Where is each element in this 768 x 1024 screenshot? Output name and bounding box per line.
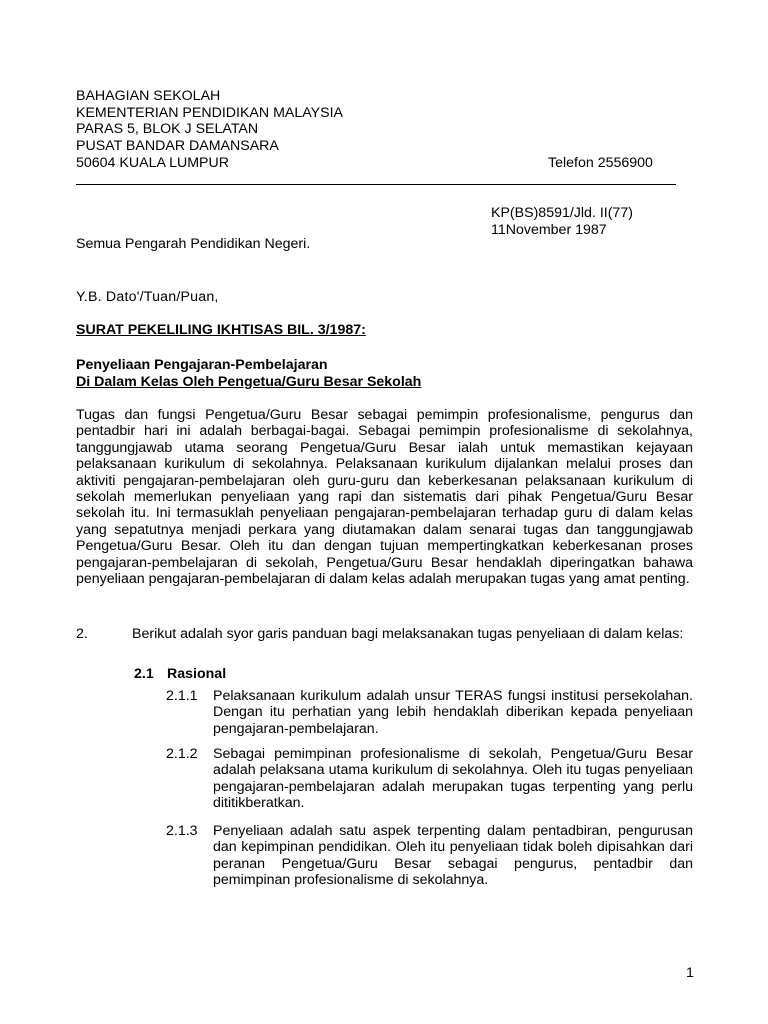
recipient: Semua Pengarah Pendidikan Negeri. [76,236,311,252]
salutation: Y.B. Dato'/Tuan/Puan, [76,289,219,305]
address-line: KEMENTERIAN PENDIDIKAN MALAYSIA [76,104,343,121]
list-item [166,688,693,737]
item-number: 2.1.2 [166,746,198,762]
list-item [166,823,693,889]
section-title: Rasional [167,666,227,682]
paragraph-text: Berikut adalah syor garis panduan bagi melaksanakan tugas penyeliaan di dalam kelas: [132,626,684,642]
item-text: Sebagai pemimpinan profesionalisme di sekolah, Pengetua/Guru Besar adalah pelaksana utama kurikulum di sekolahnya. Oleh itu tugas penyeliaan pengajaran-pembelajaran adalah merupakan tugas terpenting yang perlu dititikberatkan. [213,746,693,812]
subject-line-1: Penyeliaan Pengajaran-Pembelajaran [76,357,328,373]
paragraph-number: 2. [76,626,88,642]
reference-number: KP(BS)8591/Jld. II(77) [491,205,633,221]
subject-heading [76,357,421,390]
circular-title: SURAT PEKELILING IKHTISAS BIL. 3/1987: [76,322,366,338]
letter-date: 11November 1987 [491,221,607,238]
section-heading [134,666,226,682]
reference-block [491,205,633,238]
item-text: Pelaksanaan kurikulum adalah unsur TERAS fungsi institusi persekolahan. Dengan itu perhatian yang lebih hendaklah diberikan kepada penyeliaan pengajaran-pembelajaran. [213,688,693,737]
telephone-number: Telefon 2556900 [548,154,653,171]
address-line: BAHAGIAN SEKOLAH [76,88,221,104]
body-paragraph-2 [76,626,693,642]
address-line: PUSAT BANDAR DAMANSARA [76,138,279,155]
section-number: 2.1 [134,666,154,682]
item-number: 2.1.3 [166,823,198,839]
item-number: 2.1.1 [166,688,198,704]
address-line: 50604 KUALA LUMPUR [76,154,229,171]
letterhead-address [76,88,676,171]
item-text: Penyeliaan adalah satu aspek terpenting dalam pentadbiran, pengurusan dan kepimpinan pendidikan. Oleh itu penyeliaan tidak boleh dipisahkan dari peranan Pengetua/Guru Besar sebagai pengurus, pentadbir dan pemimpinan profesionalisme di sekolahnya. [213,823,693,889]
page-number: 1 [686,965,694,981]
body-paragraph-1: Tugas dan fungsi Pengetua/Guru Besar sebagai pemimpin profesionalisme, pengurus dan pentadbir hari ini adalah berbagai-bagai. Sebagai pemimpin profesionalisme di sekolahnya, tanggungjawab utama seorang Pengetua/Guru Besar ialah untuk memastikan kejayaan pelaksanaan kurikulum di sekolahnya. Pelaksanaan kurikulum dijalankan melalui proses dan aktiviti pengajaran-pembelajaran oleh guru-guru dan keberkesanan pelaksanaan kurikulum di sekolah memerlukan penyeliaan yang rapi dan sistematis dari pihak Pengetua/Guru Besar sekolah itu. Ini termasuklah penyeliaan pengajaran-pembelajaran terhadap guru di dalam kelas yang sepatutnya menjadi perkara yang diutamakan dalam senarai tugas dan tanggungjawab Pengetua/Guru Besar. Oleh itu dan dengan tujuan mempertingkatkan keberkesanan proses pengajaran-pembelajaran di sekolah, Pengetua/Guru Besar hendaklah diperingatkan bahawa penyeliaan pengajaran-pembelajaran di dalam kelas adalah merupakan tugas yang amat penting. [76,407,693,588]
subject-line-2: Di Dalam Kelas Oleh Pengetua/Guru Besar Sekolah [76,373,422,390]
header-divider [76,184,676,185]
address-line: PARAS 5, BLOK J SELATAN [76,121,259,138]
list-item [166,746,693,812]
